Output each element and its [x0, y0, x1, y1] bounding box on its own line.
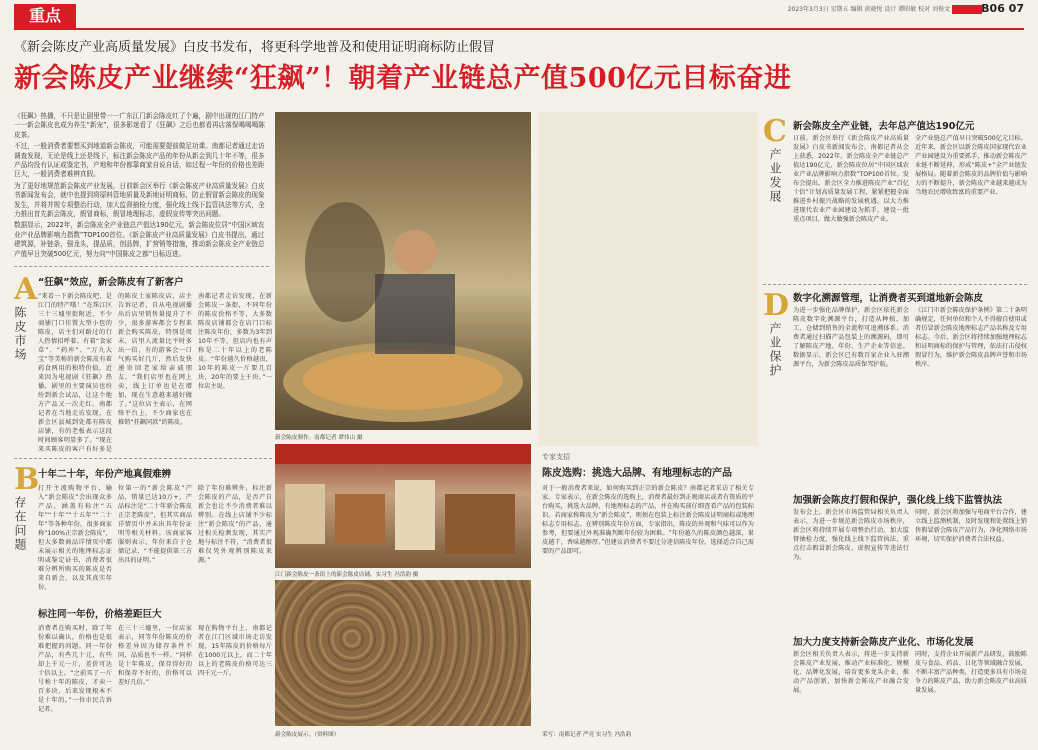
section-d-title: 数字化溯源管理，让消费者买到道地新会陈皮	[793, 293, 984, 304]
section-c-col2: 全产业链总产值早日突破500亿元目标。近年来，新会区以新会陈皮国家现代农业产业园建设为重要抓手，推动新会陈皮产业链不断延伸，形成“陈皮+”全产业链发展格局。随着新会陈皮的品牌价值与影响力的不断提升，新会陈皮产业越来越成为当地农民增收致富的重要产业。	[915, 135, 1027, 196]
section-b-col3: 除了年份难辨外，标注新会陈皮的产品，是否产自新会也让不少消费者难以辨别。在线上店铺不少标注“新会陈皮”的产品，通过相关检测发现，其实产地与标注不符，“消费者很难仅凭外观辨别陈皮来源。”	[198, 485, 272, 564]
sub-b-col1: 消费者在购买时，除了年份难以确认，价格也是很难把握的问题。同一年份产品，有些几十元，有些却上千元一斤，差价可达十倍以上。“之前买了一斤号称十年的陈皮，才卖一百多块，后来发现根本不是十年的。”一位市民告诉记者。	[38, 625, 112, 713]
sub-d2-col1: 新会区相关负责人表示，将进一步支持新会陈皮产业发展，推动产业标准化、规模化、品牌化发展，培育更多龙头企业，推动产品创新，加快新会陈皮产业融合发展。	[793, 651, 909, 694]
sub-d1-title: 加强新会陈皮打假和保护，强化线上线下监管执法	[793, 495, 1003, 506]
bottom-photo-caption: 新会陈皮展示。（资料图）	[275, 732, 340, 738]
column-background	[538, 112, 758, 446]
section-c-col1: 日前，新会区举行《新会陈皮产业高质量发展》白皮书新闻发布会，南都记者从会上获悉，2022年，新会陈皮全产业链总产值达190亿元，新会陈皮位居“中国区域农业产业品牌影响力指数”TOP100首位。发布会提出，新会区全力推进陈皮产业“百亿十倍”计划高质量发展工程，紧紧把握全面推进乡村振兴战略的发展机遇，以大力推进现代农业产业园建设为抓手，建设一批重点项目，做大做强新会陈皮产业。	[793, 135, 909, 223]
sub-b-col2: 在三十三墟里，一位店家表示，同等年份陈皮的价格差异因为储存条件不同，品质也不一样。“同样是十年陈皮，保存得好的和保存不好的，价格可以差好几倍。”	[118, 625, 192, 686]
section-a-col1: “来看一下新会陈皮吧，是江门的特产哦！”在珠江区三十三墟里街附近，不少商铺门口佳置大型小包的陈皮，店主们对路过的行人热情招呼着。有着“食家草”、“药库”、“万九大宝”等美称的新会陈皮有着药食两用的独特价值，近来因为电视剧《狂飙》热播，剧里的主要演员也纷纷到新会试品，让这个地方产品又一次走红。南都记者在当地走访发现，在新会区县城到处都有陈皮店铺，有的老板表示这段时间顾客明显多了。“现在来买陈皮的客户有好多是	[38, 293, 112, 453]
divider	[14, 266, 269, 267]
section-d-col2: 《江门市新会陈皮保护条例》第二十条明确规定，任何单位和个人不得擅自使用或者仿冒新会陈皮地理标志产品名称及专用标志。今后，新会区将持续加强地理标志和证明商标的保护与管理，依法打击侵权假冒行为，维护新会陈皮品牌声誉和市场秩序。	[915, 307, 1027, 368]
lead-paragraph: 为了更好地规范新会陈皮产业发展，日前新会区举行《新会陈皮产业高质量发展》白皮书新闻发布会，就中也提到将原料管地质量及新地证明商标，防止假冒新会陈皮的现象发生，并将并规专项整治行动，加大监督抽检力度，强化线上线下监管执法等方式，全力推出首先新会陈皮，假冒商标，假冒地理标志，虚假宣传等突出问题。	[14, 181, 265, 219]
lead-paragraph: 《狂飙》热播，不只是让剧里带一一广东江门新会陈皮红了个遍，剧中出现的江门特产一一新会陈皮也成为养生“新宠”，很多影迷看了《狂飙》之后也都看再店落保喝喝喝陈皮茶。	[14, 112, 265, 139]
page-color-block	[952, 5, 982, 14]
main-photo	[275, 112, 531, 430]
sub-d2-col2: 同时，支持企业开展新产品研发，鼓励陈皮与食品、药品、日化等领域融合发展，不断丰富产品种类，打造更多具有市场竞争力的陈皮产品，助力新会陈皮产业高质量发展。	[915, 651, 1027, 694]
section-tag: 重点	[14, 4, 76, 28]
header-rule	[14, 28, 1024, 30]
shop-photo	[275, 444, 531, 568]
expert-title: 陈皮选购：挑选大品牌、有地理标志的产品	[542, 468, 732, 479]
main-headline: 新会陈皮产业继续“狂飙”！朝着产业链总产值500亿元目标奋进	[14, 63, 792, 94]
sub-d1-col2: 同时，新会区将加强与电商平台合作，建立线上监测机制，及时发现和处置线上销售假冒新会陈皮产品行为，净化网络市场环境，切实保护消费者合法权益。	[915, 509, 1027, 543]
expert-credit: 采写：南都记者 严亮 实习生 冯浩韵	[542, 732, 632, 738]
sub-d2-title: 加大力度支持新会陈皮产业化、市场化发展	[793, 637, 974, 648]
main-photo-art	[275, 112, 531, 430]
section-a-vertical-label: 陈皮市场	[13, 306, 27, 362]
section-a-col2: 的陈皮土家陈皮店，店主告诉记者，自从电视剧播出后店里销售量提升了不少，很多游客都会专程来新会购买陈皮，特别是周末，店里人流量比平时多出一倍，有的游客会一口气购买好几斤，然后发快递寄回老家给亲戚朋友。“我们店里也在网上卖，线上订单也是在增加，现在生意越来越好做了。”这位店主表示，在网络平台上，不少商家也在推销“狂飙同款”的陈皮。	[118, 293, 192, 426]
expert-tag: 专家支招	[542, 453, 570, 461]
page-number: B06 07	[981, 2, 1024, 15]
section-d-letter: D	[763, 288, 790, 323]
section-a-title: “狂飙”效应，新会陈皮有了新客户	[38, 277, 184, 288]
subheadline: 《新会陈皮产业高质量发展》白皮书发布，将更科学地普及和使用证明商标防止假冒	[14, 40, 496, 55]
bottom-photo	[275, 580, 531, 726]
expert-body: 对于一般消费者来说，如何购买到正宗的新会陈皮？南都记者采访了相关专家。专家表示，在新会陈皮的选购上，消费者最好到正规商店或者有资质的平台购买，挑选大品牌、有地理标志的产品，并在购买前仔细查看产品的包装标识。若商家称陈皮为“新会陈皮”，则须在包装上标注新会陈皮证明商标或地理标志专用标志。在辨别陈皮年份方面，专家指出，陈皮的外观和气味可以作为参考，但要通过外观准确判断年份较为困难。“年份越久的陈皮颜色越深，果皮越干，香味越醇厚。”但建议消费者不要过分迷信陈皮年份，选择适合自己需要的产品即可。	[542, 485, 754, 555]
lead-paragraph: 数据显示，2022年，新会陈皮全产业链总产值达190亿元，新会陈皮位居“中国区域农业产业品牌影响力指数”TOP100首位。《新会陈皮产业高质量发展》白皮书提出，通过建筑源，补链条，强龙头，提品质，创品牌，扩营销等措施，推动新会陈皮全产业链总产值早日突破500亿元，努力向“中国陈皮之都”目标迈进。	[14, 221, 265, 258]
sub-b-title: 标注同一年份，价格差距巨大	[38, 609, 162, 620]
section-b-vertical-label: 存在问题	[13, 496, 27, 552]
section-c-letter: C	[763, 114, 787, 149]
main-photo-caption: 新会陈皮制作。南都记者 谭伟山 摄	[275, 435, 363, 441]
shop-photo-art	[275, 444, 531, 568]
divider	[763, 284, 1027, 285]
section-b-title: 十年二十年，年份产地真假难辨	[38, 469, 172, 480]
shop-photo-caption: 江门新会陈皮一条街上的新会陈皮店铺。实习生 冯浩韵 摄	[275, 572, 419, 578]
sub-d1-col1: 发布会上，新会区市场监管局相关负责人表示，为进一步规范新会陈皮市场秩序，新会区将持续开展专项整治行动，加大监督抽检力度，强化线上线下监管执法，重点打击假冒新会陈皮、虚假宣传等违法行为。	[793, 509, 909, 561]
section-a-letter: A	[14, 272, 38, 307]
section-c-vertical-label: 产业发展	[768, 148, 782, 204]
section-c-title: 新会陈皮全产业链，去年总产值达190亿元	[793, 121, 975, 132]
sub-b-col3: 现在购物平台上，南都记者在江门区域市场走访发现，15年陈皮的价格每斤在1000元以上，而二十年以上的老陈皮价格可达三四千元一斤。	[198, 625, 272, 677]
section-d-col1: 为进一步强化品牌保护，新会区依托新会陈皮数字化溯源平台，打造从种植、加工、仓储到销售的全流程可追溯体系。消费者通过扫描产品包装上的溯源码，即可了解陈皮产地、年份、生产企业等信息。数据显示，新会区已有数百家企业入驻溯源平台，为新会陈皮品质保驾护航。	[793, 307, 909, 368]
section-b-letter: B	[14, 462, 40, 497]
section-a-col3: 南都记者走访发现，在新会陈皮一条街，不同年份的陈皮价格不等，大多数陈皮店铺都会在店门口标注陈皮年份，多数为3年到10年不等，但店内也有声称是二十年以上的老陈皮。“年份越久价格越贵，10年的陈皮一斤要几百块，20年的要上千块。”一位店主说。	[198, 293, 272, 390]
section-b-col1: 打开主流购物平台，输入“新会陈皮”会出现众多产品，涵盖有标注“五年”“十年”“十五年”“二十年”等各种年份，很多商家称“100%正宗新会陈皮”，但大多数商品详情页中都未展示相关的地理标志证明或鉴定证书，消费者很难分辨所购买的陈皮是否来自新会，以及其真实年份。	[38, 485, 112, 591]
section-d-vertical-label: 产业保护	[768, 322, 782, 378]
divider	[14, 458, 272, 459]
section-b-col2: 位第一的“新会陈皮”产品，销量已达10万+，产品标注是“二十年新会陈皮正宗老陈皮”，但其实商品详情页中并未出具年份证明等相关材料。该商家客服则表示，年份来自于仓储记录，“不能提供第三方出具的证明。”	[118, 485, 192, 564]
page-meta: 2023年3月3日 星期五 编辑 黄晓悦 设计 谭昭敏 校对 刘俊文	[787, 6, 950, 13]
lead-paragraph: 不过，一般消费者要想买到地道新会陈皮，可能需要提前做足功课。南都记者通过走访调查发现，无论是线上还是线下，标注新会陈皮产品的年份从新会到几十年不等，很多产品均没有认证或鉴定书，产地和年份都靠商家自说自话，如过程一年份的价格也差距巨大，一般消费者难辨真假。	[14, 142, 265, 179]
lead-paragraphs	[14, 112, 269, 261]
